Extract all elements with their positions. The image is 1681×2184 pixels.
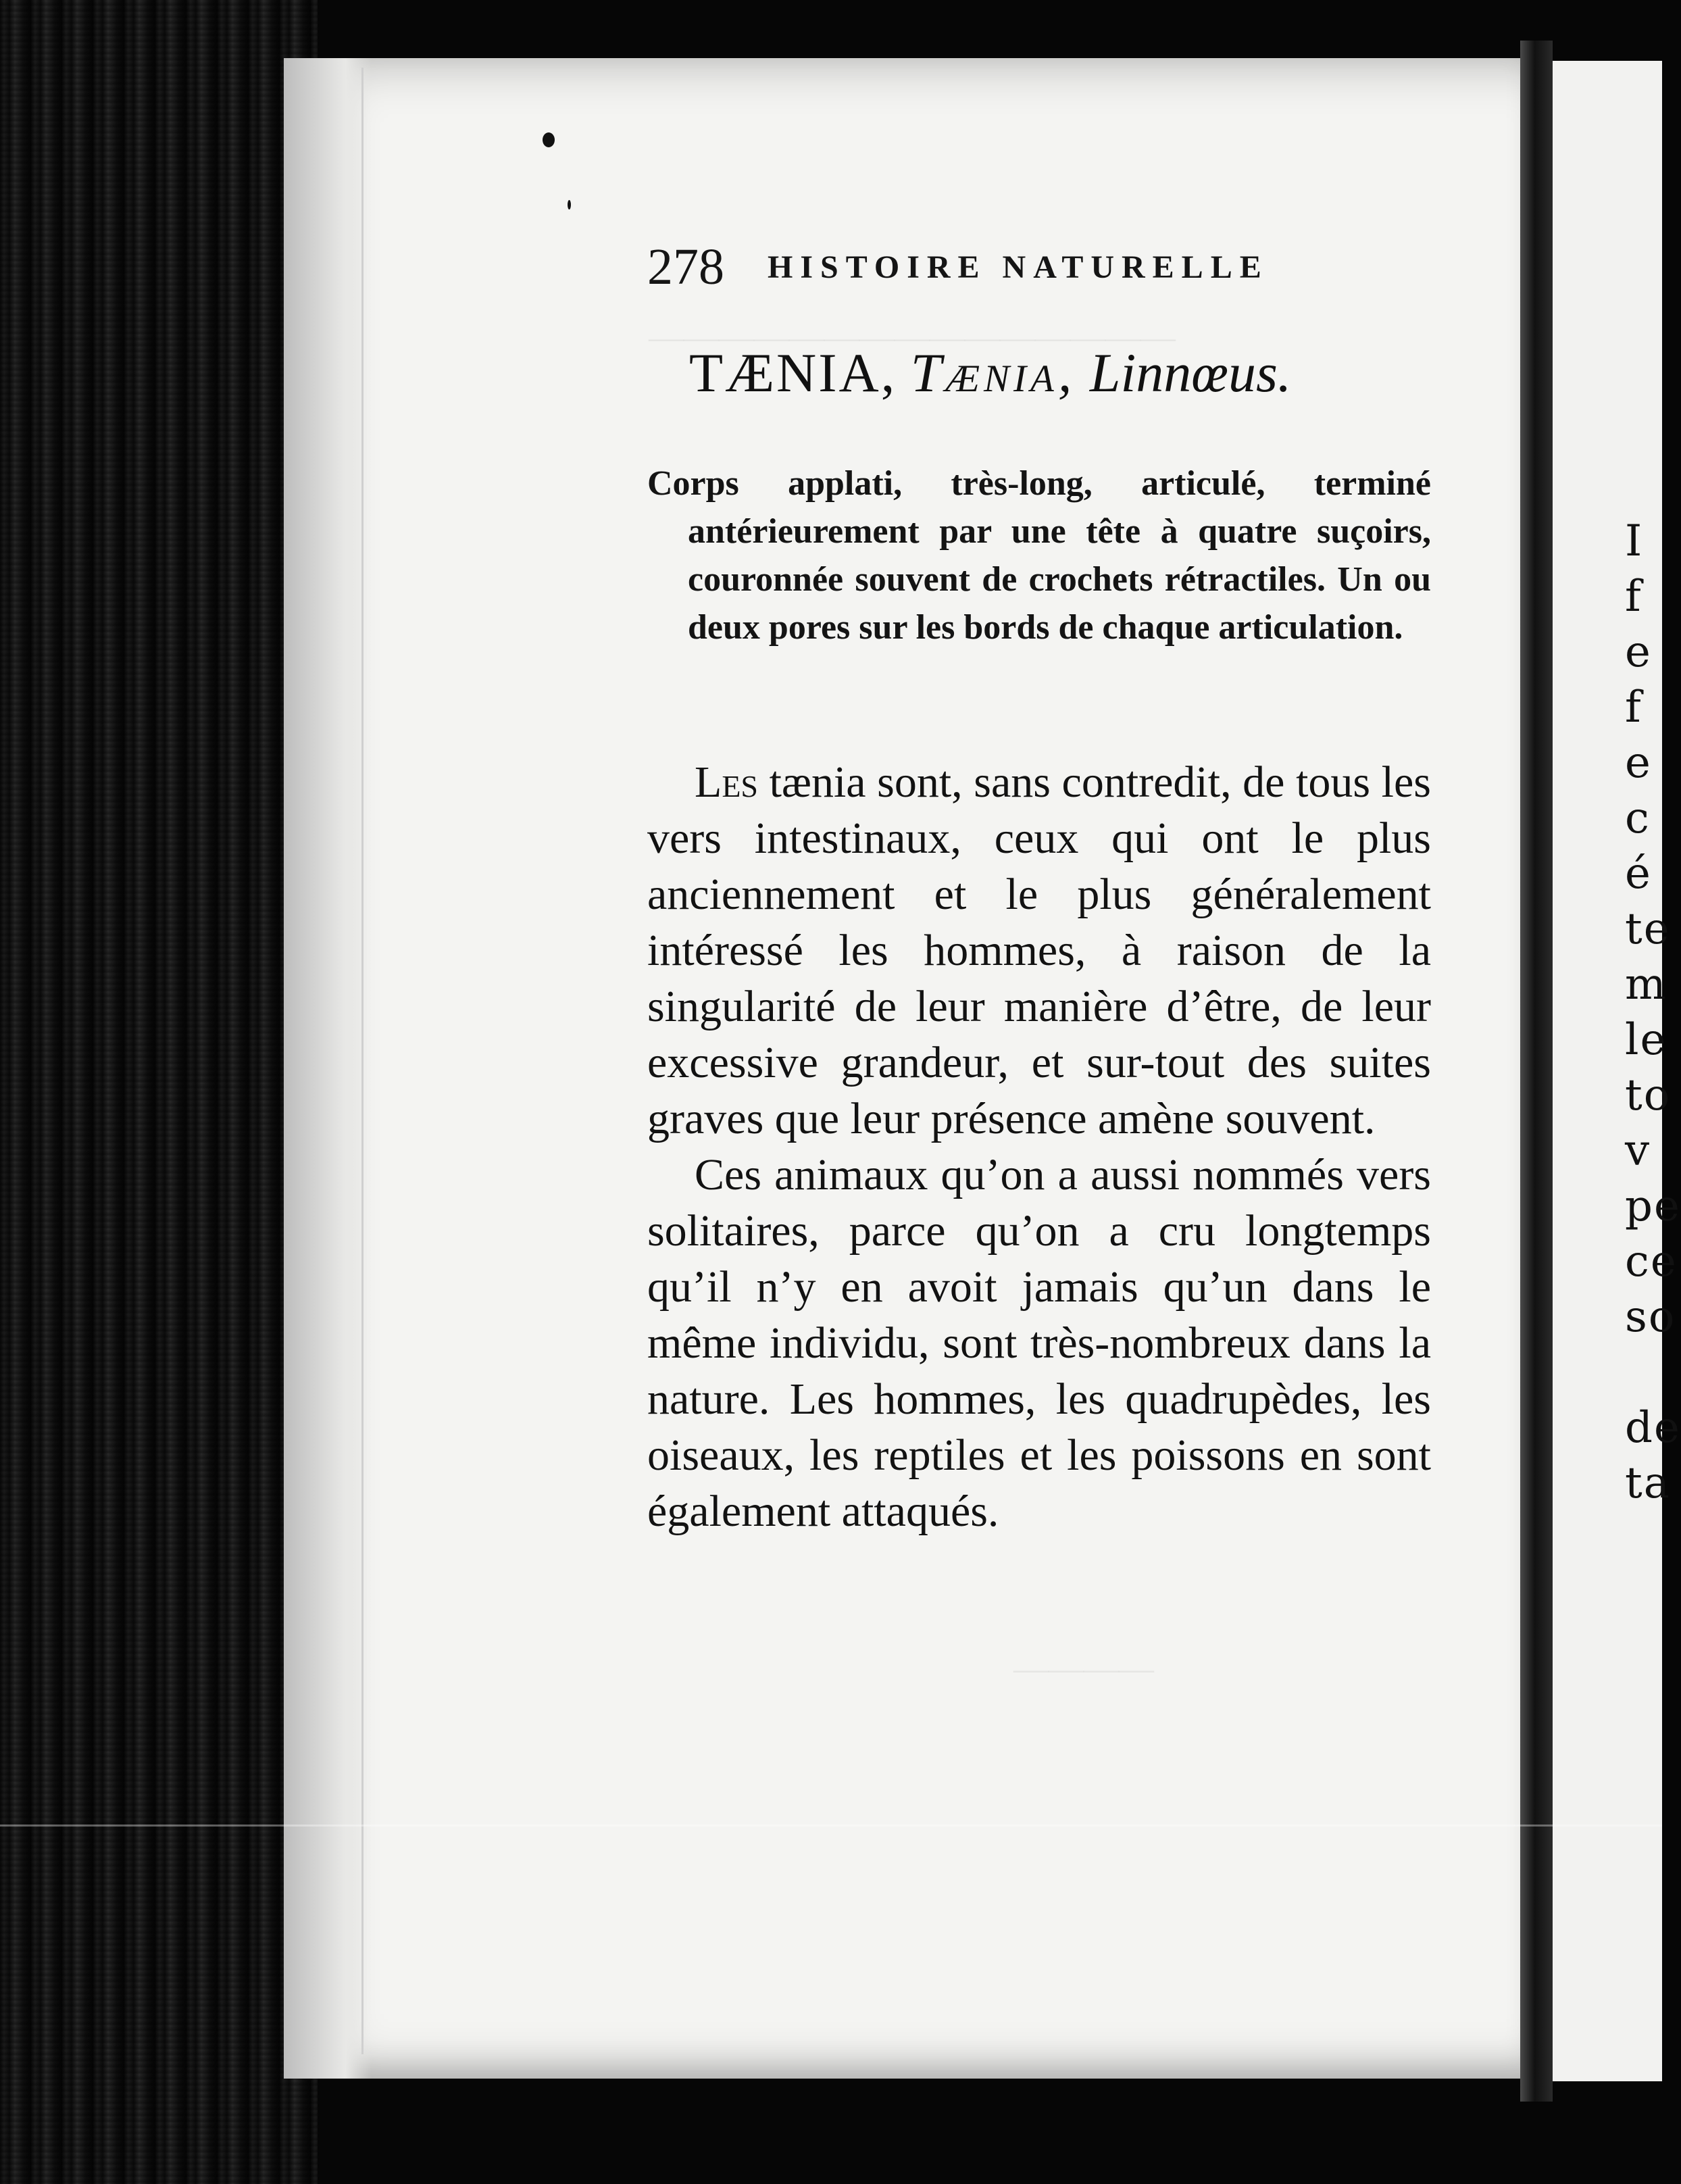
show-through-text: ——————————————— — [649, 318, 1176, 357]
genus-french-name: TÆNIA, — [689, 342, 897, 403]
ink-spot — [568, 200, 571, 209]
book-binding-edge — [0, 0, 318, 2184]
genus-heading — [689, 341, 1419, 405]
ink-spot — [543, 132, 555, 147]
facing-page-text: I f e f e c é te m le to v pe ce so de ta — [1625, 516, 1681, 1508]
page-number: 278 — [647, 239, 724, 295]
running-title: HISTOIRE NATURELLE — [768, 249, 1269, 285]
book-gutter — [1520, 41, 1553, 2102]
genus-diagnosis — [647, 460, 1431, 651]
page-fold-line — [361, 68, 363, 2054]
paragraph: Ces animaux qu’on a aussi nommés vers solitaires, parce qu’on a cru longtemps qu’il n’y en avoit jamais qu’un dans le même individu, sont très-nombreux dans la nature. Les hommes, les quadrupèdes, les oiseaux, les reptiles et les poissons en sont également attaqués. — [647, 1150, 1431, 1536]
diagnosis-text: Corps applati, très-long, articulé, terminé antérieurement par une tête à quatre suçoirs, couronnée souvent de crochets rétractiles. Un ou deux pores sur les bords de chaque articulation. — [647, 464, 1431, 647]
body-text — [647, 754, 1431, 1539]
scan-artifact-line — [0, 1825, 1662, 1827]
paragraph-lead-word: Les — [695, 758, 758, 807]
genus-latin-name: Tænia, — [910, 342, 1076, 403]
page-inner-shadow — [284, 58, 372, 2079]
genus-authority: Linnœus. — [1089, 342, 1292, 403]
show-through-text: ———— — [1013, 1649, 1154, 1688]
paragraph-text: tænia sont, sans contredit, de tous les vers intestinaux, ceux qui ont le plus anciennement et le plus généralement intéressé les hommes, à raison de la singularité de leur manière d’être, de leur excessive grandeur, et sur-tout des suites graves que leur présence amène souvent. — [647, 758, 1431, 1143]
paragraph — [647, 754, 1431, 1147]
